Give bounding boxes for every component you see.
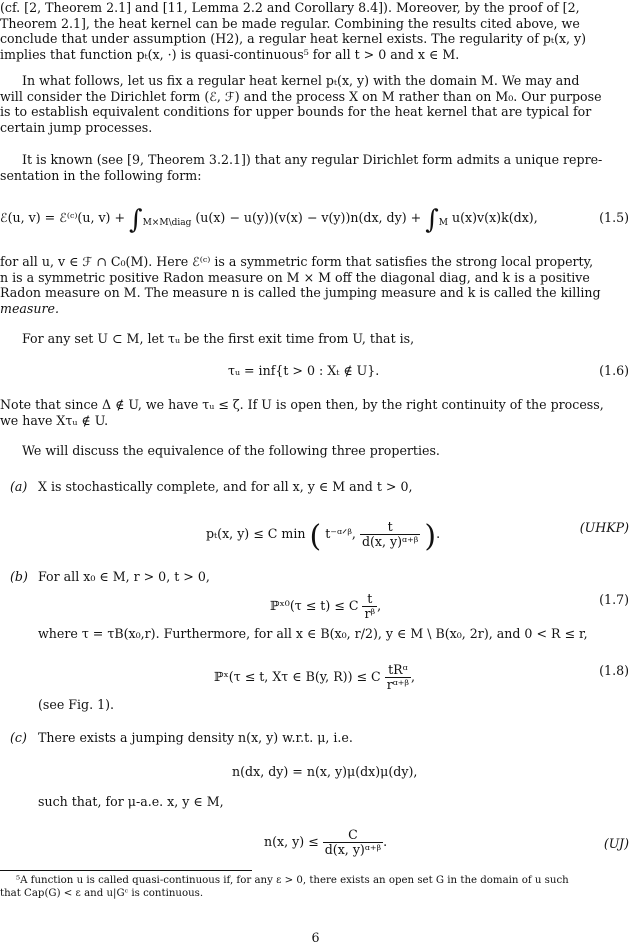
item-b-text2: where τ = τB(x₀,r). Furthermore, for all x ∈ B(x₀, r/2), y ∈ M \ B(x₀, 2r), and 0 < R ≤ r,	[38, 626, 588, 641]
paragraph-3	[0, 152, 630, 183]
equation-uhkp: pₜ(x, y) ≤ C min ( t⁻ᵅᐟᵝ, $\frac{t}{\text{d(x, y)ᵅ⁺ᵝ}}$ ). (UHKP)	[206, 519, 629, 554]
eq18-number: (1.8)	[599, 663, 629, 678]
p2-line: certain jump processes.	[0, 119, 153, 135]
item-c-text: There exists a jumping density n(x, y) w.r.t. μ, i.e.	[38, 730, 353, 745]
eq18-frac-num: tRᵅ	[385, 663, 411, 678]
p1-line: (cf. [2, Theorem 2.1] and [11, Lemma 2.2 and Corollary 8.4]). Moreover, by the proof of [2,	[0, 0, 580, 15]
equation-1-7: ℙˣ⁰(τ ≤ t) ≤ C $\frac{t}{\text{rᵝ}}$ , (1.7)	[270, 591, 629, 621]
equation-jump-density	[0, 764, 631, 782]
p4-line: Radon measure on M. The measure n is called the jumping measure and k is called the killing	[0, 285, 601, 301]
p4-line: n is a symmetric positive Radon measure on M × M off the diagonal diag, and k is a positive	[0, 269, 590, 285]
uj-lhs: n(x, y) ≤	[264, 834, 319, 849]
page-number: 6	[311, 930, 320, 945]
p1-line: conclude that under assumption (H2), a regular heat kernel exists. The regularity of pₜ(x, y)	[0, 31, 587, 47]
eq15-int1-sub: M×M\diag	[142, 218, 192, 228]
p3-line: sentation in the following form:	[0, 167, 202, 183]
p4-line: for all u, v ∈ ℱ ∩ C₀(M). Here ℰ⁽ᶜ⁾ is a symmetric form that satisfies the strong local property,	[0, 254, 594, 269]
jump-density-eq: n(dx, dy) = n(x, y)μ(dx)μ(dy),	[232, 764, 418, 779]
p4-line: measure.	[0, 300, 59, 316]
eq17-frac-den: rᵝ	[364, 606, 376, 621]
equation-uj: n(x, y) ≤ $\frac{C}{\text{d(x, y)ᵅ⁺ᵝ}}$ . (UJ)	[264, 827, 629, 857]
eq16-number: (1.6)	[599, 363, 629, 378]
uhkp-fraction	[360, 520, 420, 549]
integral-sign: ∫	[129, 205, 143, 235]
uhkp-lhs: pₜ(x, y) ≤ C min	[206, 526, 306, 541]
eq17-number: (1.7)	[599, 592, 629, 607]
p3-line: It is known (see [9, Theorem 3.2.1]) that any regular Dirichlet form admits a unique repre-	[22, 152, 603, 167]
paragraph-6	[0, 397, 630, 428]
uj-frac-den: d(x, y)ᵅ⁺ᵝ	[324, 842, 382, 857]
item-c-text2: such that, for μ-a.e. x, y ∈ M,	[38, 794, 224, 809]
paragraph-1	[0, 0, 630, 62]
eq15-lhs: ℰ(u, v) = ℰ⁽ᶜ⁾(u, v) +	[0, 210, 126, 225]
footnote	[0, 874, 630, 900]
uj-tag: (UJ)	[603, 836, 629, 851]
item-a-label: (a)	[10, 479, 28, 494]
p1-line: implies that function pₜ(x, ·) is quasi-continuous⁵ for all t > 0 and x ∈ M.	[0, 46, 460, 62]
paragraph-5: For any set U ⊂ M, let τᵤ be the first exit time from U, that is,	[22, 331, 415, 346]
p1-line: Theorem 2.1], the heat kernel can be made regular. Combining the results cited above, we	[0, 15, 580, 31]
eq17-lhs: ℙˣ⁰(τ ≤ t) ≤ C	[270, 598, 359, 613]
equation-1-8: ℙˣ(τ ≤ t, Xτ ∈ B(y, R)) ≤ C $\frac{\text{tRᵅ}}{\text{rᵅ⁺ᵝ}}$ , (1.8)	[214, 662, 629, 692]
uhkp-tag: (UHKP)	[579, 520, 629, 535]
item-a-text: X is stochastically complete, and for all x, y ∈ M and t > 0,	[38, 479, 413, 494]
footnote-rule	[0, 870, 252, 871]
eq18-frac-den: rᵅ⁺ᵝ	[386, 677, 410, 692]
eq18-lhs: ℙˣ(τ ≤ t, Xτ ∈ B(y, R)) ≤ C	[214, 669, 381, 684]
item-b-text: For all x₀ ∈ M, r > 0, t > 0,	[38, 569, 210, 584]
eq15-int2-body: u(x)v(x)k(dx),	[452, 210, 538, 225]
eq16-body: τᵤ = inf{t > 0 : Xₜ ∉ U}.	[228, 363, 380, 378]
left-paren: (	[309, 519, 322, 554]
eq18-fraction	[385, 663, 411, 692]
uhkp-frac-num: t	[360, 520, 420, 535]
item-b-text3: (see Fig. 1).	[38, 697, 115, 712]
eq15-int1-body: (u(x) − u(y))(v(x) − v(y))n(dx, dy) +	[195, 210, 422, 225]
integral-sign: ∫	[425, 205, 439, 235]
item-c-label: (c)	[10, 730, 27, 745]
eq17-frac-num: t	[362, 592, 377, 607]
paragraph-2	[0, 73, 630, 135]
footnote-line: ⁵A function u is called quasi-continuous if, for any ε > 0, there exists an open set G in the domain of u such	[16, 875, 569, 886]
uhkp-frac-den: d(x, y)ᵅ⁺ᵝ	[361, 534, 419, 549]
eq15-number: (1.5)	[599, 210, 629, 225]
eq17-fraction	[362, 592, 377, 621]
equation-1-5	[0, 200, 631, 240]
uj-frac-num: C	[323, 828, 383, 843]
paragraph-4	[0, 254, 630, 316]
uhkp-arg1: t⁻ᵅᐟᵝ,	[325, 526, 356, 541]
uj-fraction	[323, 828, 383, 857]
paragraph-7: We will discuss the equivalence of the following three properties.	[22, 443, 440, 458]
equation-1-6	[0, 363, 631, 381]
p2-line: In what follows, let us fix a regular heat kernel pₜ(x, y) with the domain M. We may and	[22, 73, 580, 88]
item-b-label: (b)	[10, 569, 28, 584]
p6-line: we have Xτᵤ ∉ U.	[0, 412, 109, 428]
right-paren: )	[424, 519, 437, 554]
footnote-line: that Cap(G) < ε and u|Gᶜ is continuous.	[0, 888, 204, 899]
eq15-int2-sub: M	[438, 218, 448, 228]
p2-line: will consider the Dirichlet form (ℰ, ℱ) and the process X on M rather than on M₀. Our purpose	[0, 88, 602, 104]
p6-line: Note that since Δ ∉ U, we have τᵤ ≤ ζ. If U is open then, by the right continuity of the process,	[0, 397, 604, 412]
p2-line: is to establish equivalent conditions for upper bounds for the heat kernel that are typical for	[0, 104, 592, 120]
